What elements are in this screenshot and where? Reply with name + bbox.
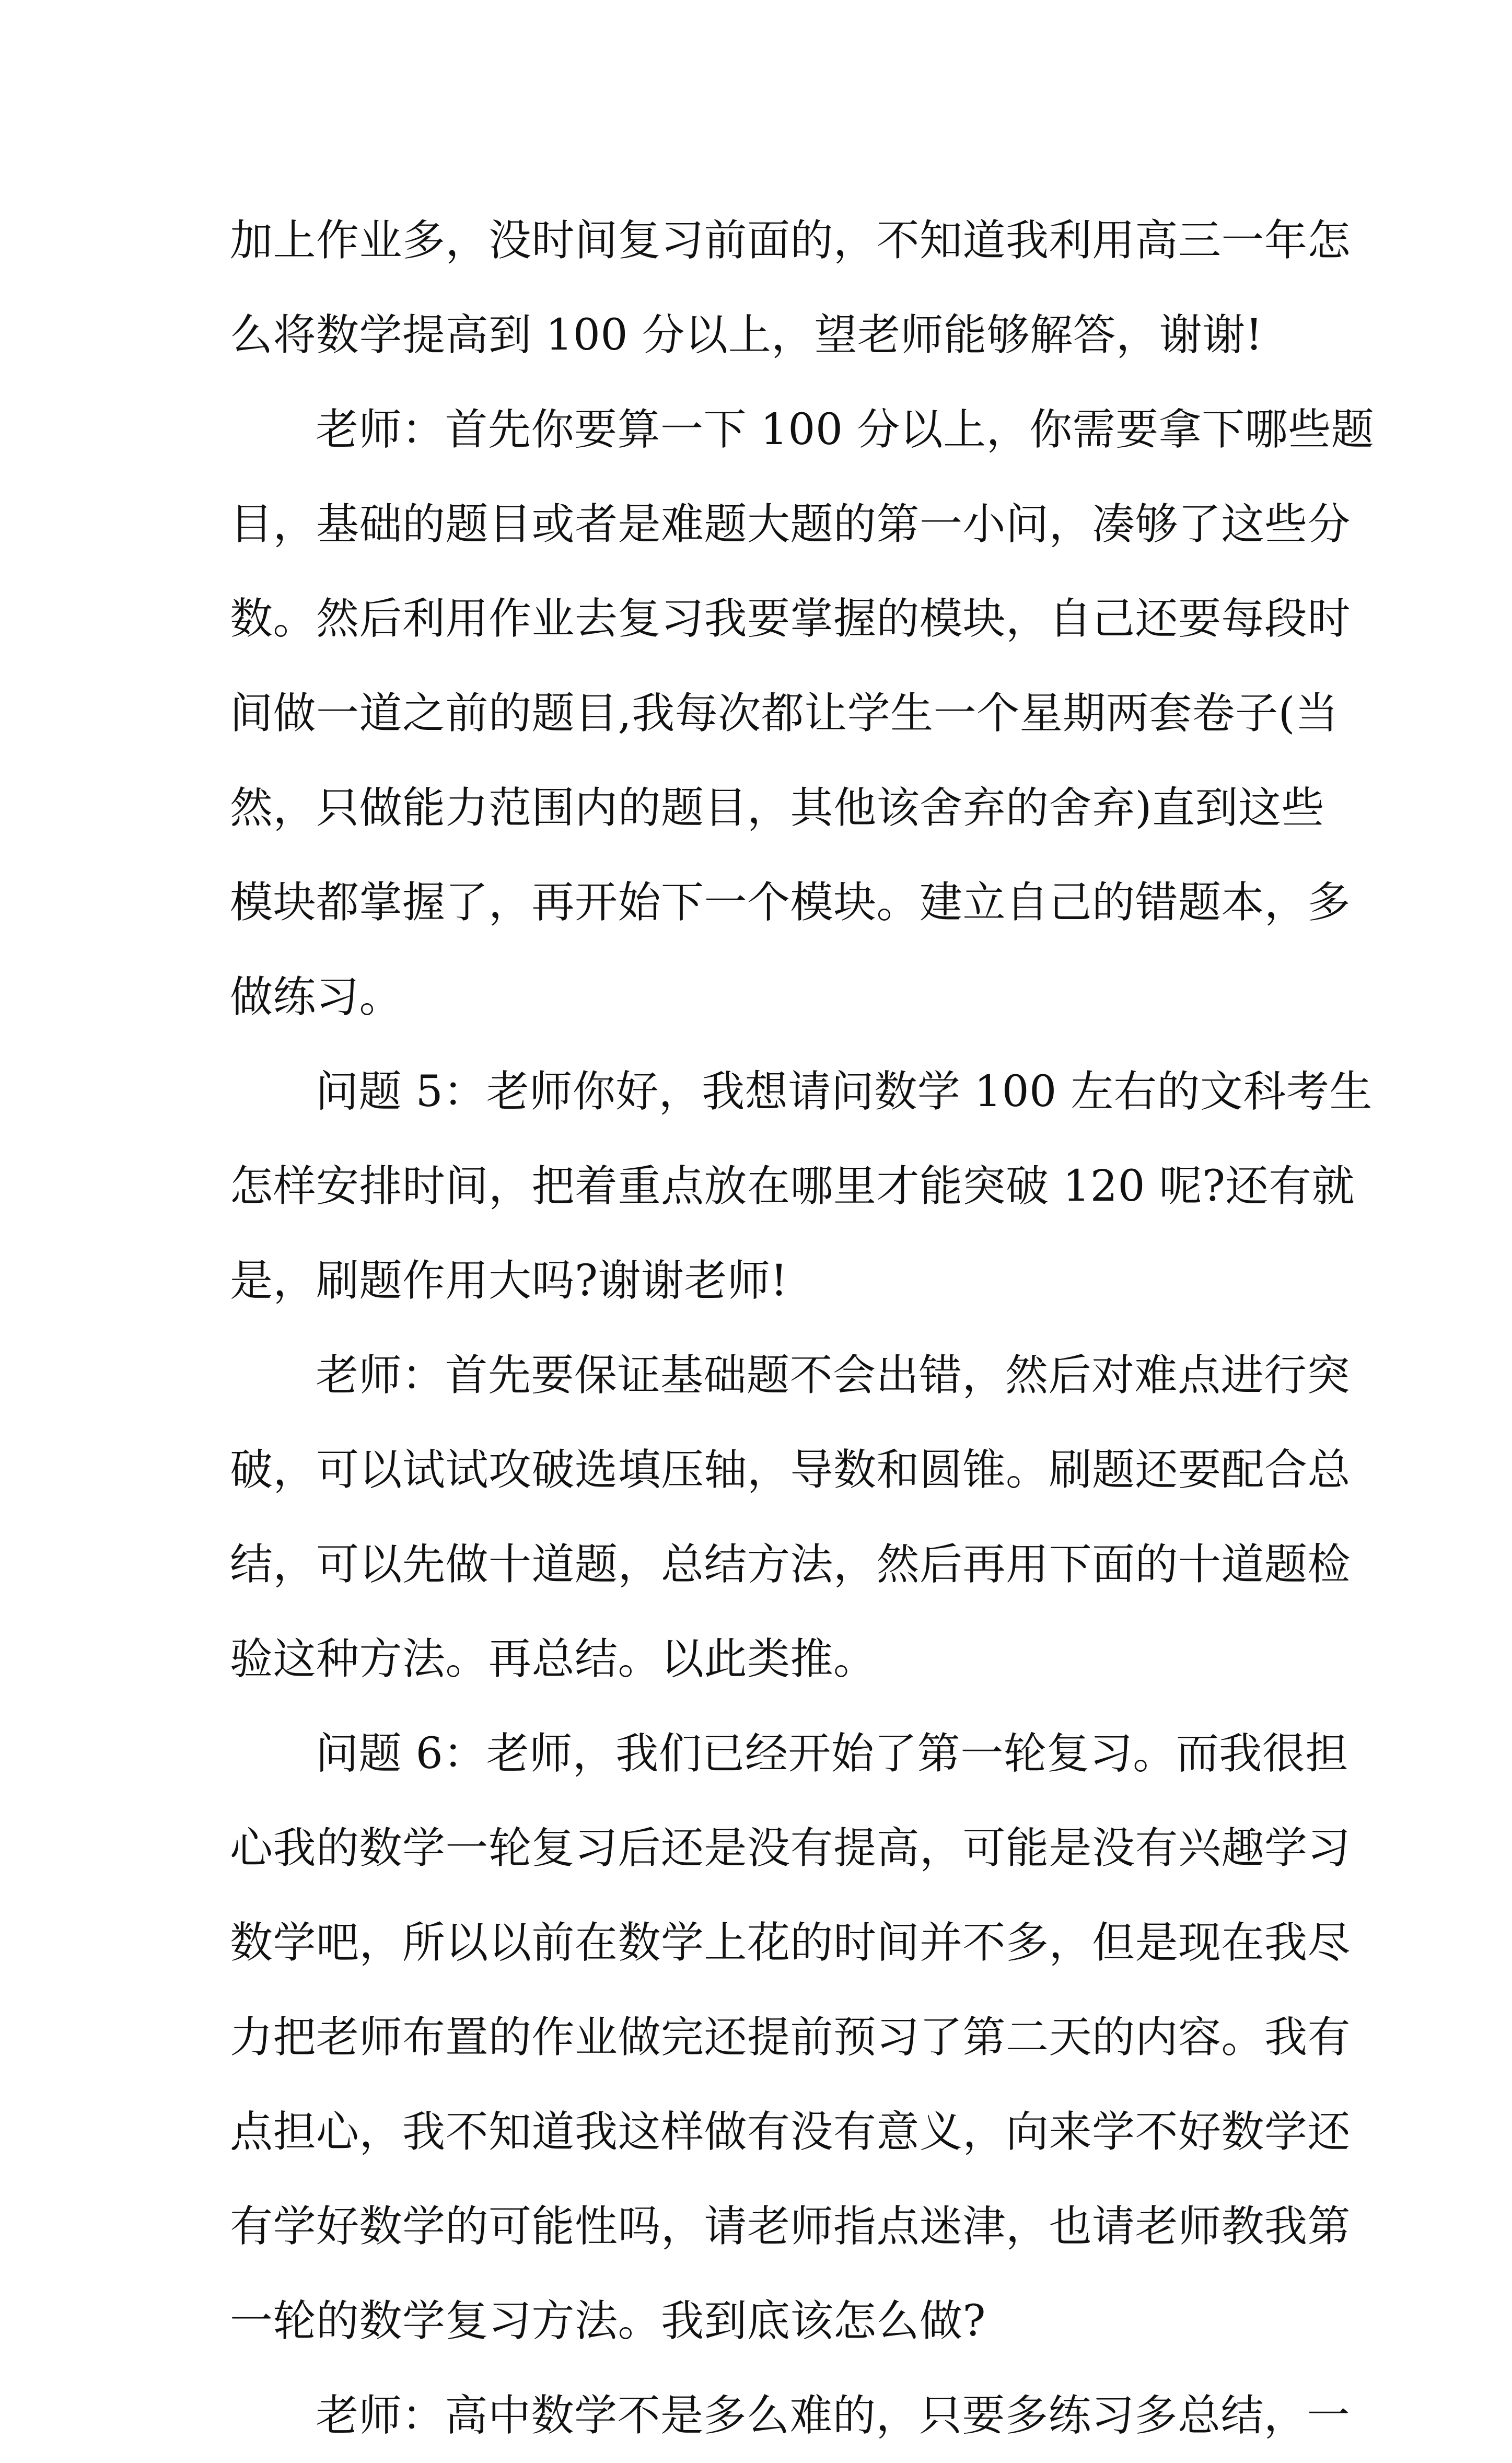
text-line: 老师：高中数学不是多么难的，只要多练习多总结，一 — [316, 2391, 1351, 2441]
text-line: 目，基础的题目或者是难题大题的第一小问，凑够了这些分 — [230, 499, 1351, 549]
text-line: 是，刷题作用大吗?谢谢老师! — [230, 1256, 788, 1306]
text-line: 么将数学提高到 100 分以上，望老师能够解答，谢谢! — [230, 310, 1263, 360]
text-line: 做练习。 — [230, 972, 403, 1022]
text-line: 验这种方法。再总结。以此类推。 — [230, 1634, 877, 1684]
text-line: 问题 6：老师，我们已经开始了第一轮复习。而我很担 — [316, 1729, 1348, 1779]
text-line: 间做一道之前的题目,我每次都让学生一个星期两套卷子(当 — [230, 689, 1339, 738]
text-line: 然，只做能力范围内的题目，其他该舍弃的舍弃)直到这些 — [230, 783, 1324, 833]
text-line: 有学好数学的可能性吗，请老师指点迷津，也请老师教我第 — [230, 2202, 1351, 2251]
text-line: 老师：首先要保证基础题不会出错，然后对难点进行突 — [316, 1351, 1351, 1400]
text-line: 心我的数学一轮复习后还是没有提高，可能是没有兴趣学习 — [230, 1823, 1351, 1873]
text-line: 结，可以先做十道题，总结方法，然后再用下面的十道题检 — [230, 1540, 1351, 1589]
text-line: 破，可以试试攻破选填压轴，导数和圆锥。刷题还要配合总 — [230, 1445, 1351, 1495]
text-line: 模块都掌握了，再开始下一个模块。建立自己的错题本，多 — [230, 878, 1351, 927]
text-line: 问题 5：老师你好，我想请问数学 100 左右的文科考生 — [316, 1067, 1373, 1117]
text-line: 力把老师布置的作业做完还提前预习了第二天的内容。我有 — [230, 2013, 1351, 2062]
text-line: 一轮的数学复习方法。我到底该怎么做? — [230, 2296, 986, 2346]
text-line: 怎样安排时间，把着重点放在哪里才能突破 120 呢?还有就 — [230, 1161, 1355, 1211]
text-line: 数。然后利用作业去复习我要掌握的模块，自己还要每段时 — [230, 594, 1351, 644]
text-line: 点担心，我不知道我这样做有没有意义，向来学不好数学还 — [230, 2107, 1351, 2157]
text-line: 加上作业多，没时间复习前面的，不知道我利用高三一年怎 — [230, 216, 1351, 265]
text-line: 数学吧，所以以前在数学上花的时间并不多，但是现在我尽 — [230, 1918, 1351, 1968]
text-line: 老师：首先你要算一下 100 分以上，你需要拿下哪些题 — [316, 405, 1375, 455]
document-body — [230, 193, 1375, 2463]
